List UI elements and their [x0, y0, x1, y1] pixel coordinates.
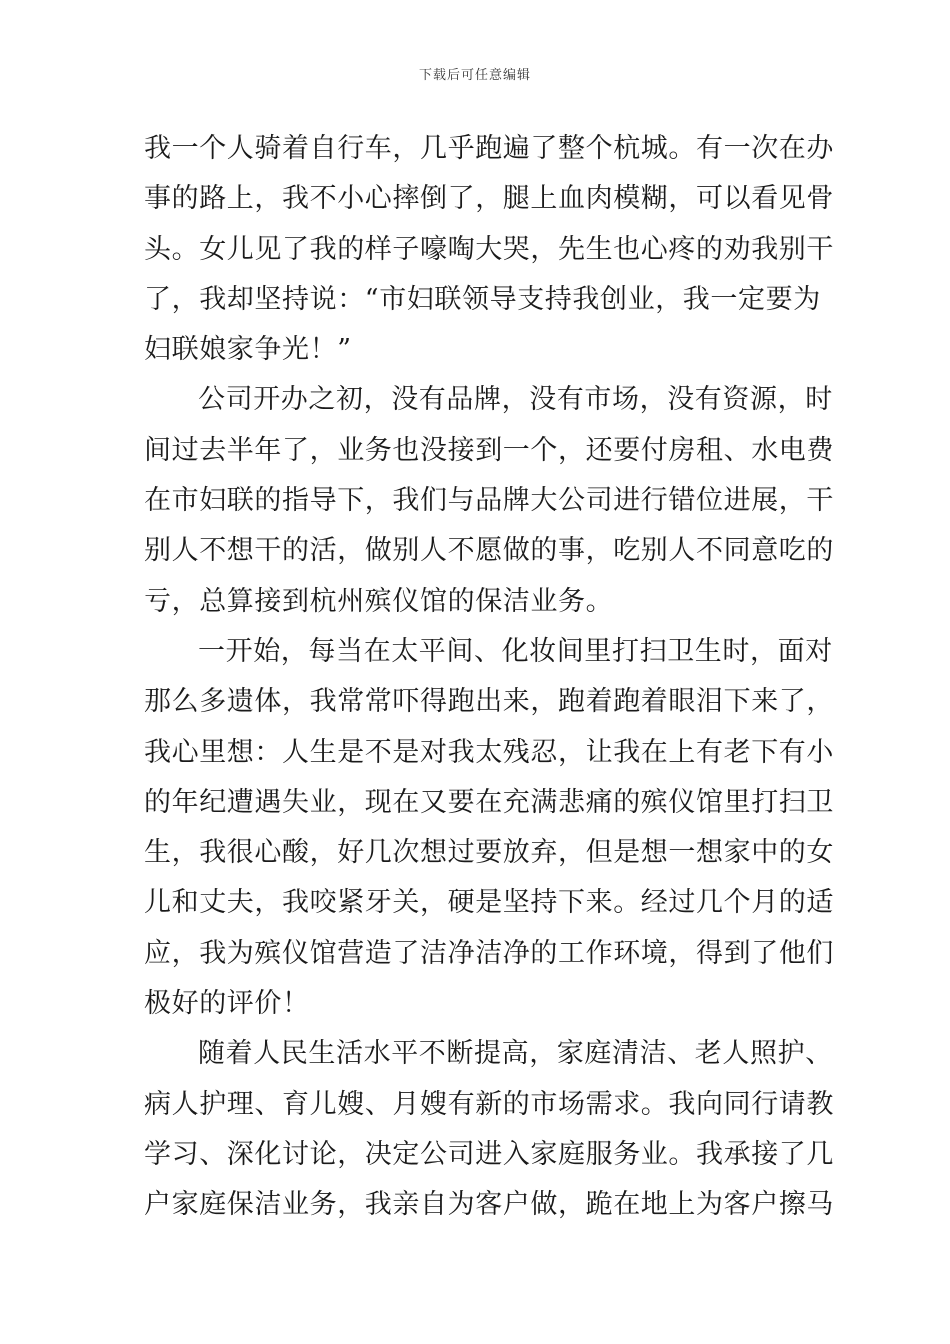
text-line: 我一个人骑着自行车，几乎跑遍了整个杭城。有一次在办: [144, 133, 834, 164]
text-line: 儿和丈夫，我咬紧牙关，硬是坚持下来。经过几个月的适: [144, 887, 834, 919]
text-line: 一开始，每当在太平间、化妆间里打扫卫生时，面对: [198, 635, 833, 667]
page-header: 下载后可任意编辑: [418, 68, 531, 83]
text-line: 那么多遗体，我常常吓得跑出来，跑着跑着眼泪下来了，: [144, 686, 834, 718]
text-line: 间过去半年了，业务也没接到一个，还要付房租、水电费: [144, 434, 834, 466]
text-line: 极好的评价！: [144, 988, 310, 1020]
text-line: 亏，总算接到杭州殡仪馆的保洁业务。: [144, 585, 614, 617]
text-line: 病人护理、育儿嫂、月嫂有新的市场需求。我向同行请教: [144, 1088, 834, 1120]
text-line: 公司开办之初，没有品牌，没有市场，没有资源，时: [198, 384, 833, 416]
text-line: 事的路上，我不小心摔倒了，腿上血肉模糊，可以看见骨: [144, 183, 834, 215]
text-line: 我心里想：人生是不是对我太残忍，让我在上有老下有小: [144, 736, 834, 768]
text-line: 学习、深化讨论，决定公司进入家庭服务业。我承接了几: [144, 1138, 834, 1170]
text-line: 在市妇联的指导下，我们与品牌大公司进行错位进展，干: [144, 485, 834, 517]
text-line: 户家庭保洁业务，我亲自为客户做，跪在地上为客户擦马: [144, 1189, 834, 1221]
text-line: 应，我为殡仪馆营造了洁净洁净的工作环境，得到了他们: [144, 937, 834, 969]
body-text: [144, 124, 834, 1231]
text-line: 随着人民生活水平不断提高，家庭清洁、老人照护、: [198, 1038, 833, 1070]
text-line: 了，我却坚持说：“市妇联领导支持我创业，我一定要为: [144, 283, 821, 315]
text-line: 别人不想干的活，做别人不愿做的事，吃别人不同意吃的: [144, 535, 834, 567]
text-line: 的年纪遭遇失业，现在又要在充满悲痛的殡仪馆里打扫卫: [144, 786, 834, 818]
text-line: 头。女儿见了我的样子嚎啕大哭，先生也心疼的劝我别干: [144, 233, 834, 265]
text-line: 妇联娘家争光！”: [144, 334, 352, 366]
text-line: 生，我很心酸，好几次想过要放弃，但是想一想家中的女: [144, 837, 834, 869]
